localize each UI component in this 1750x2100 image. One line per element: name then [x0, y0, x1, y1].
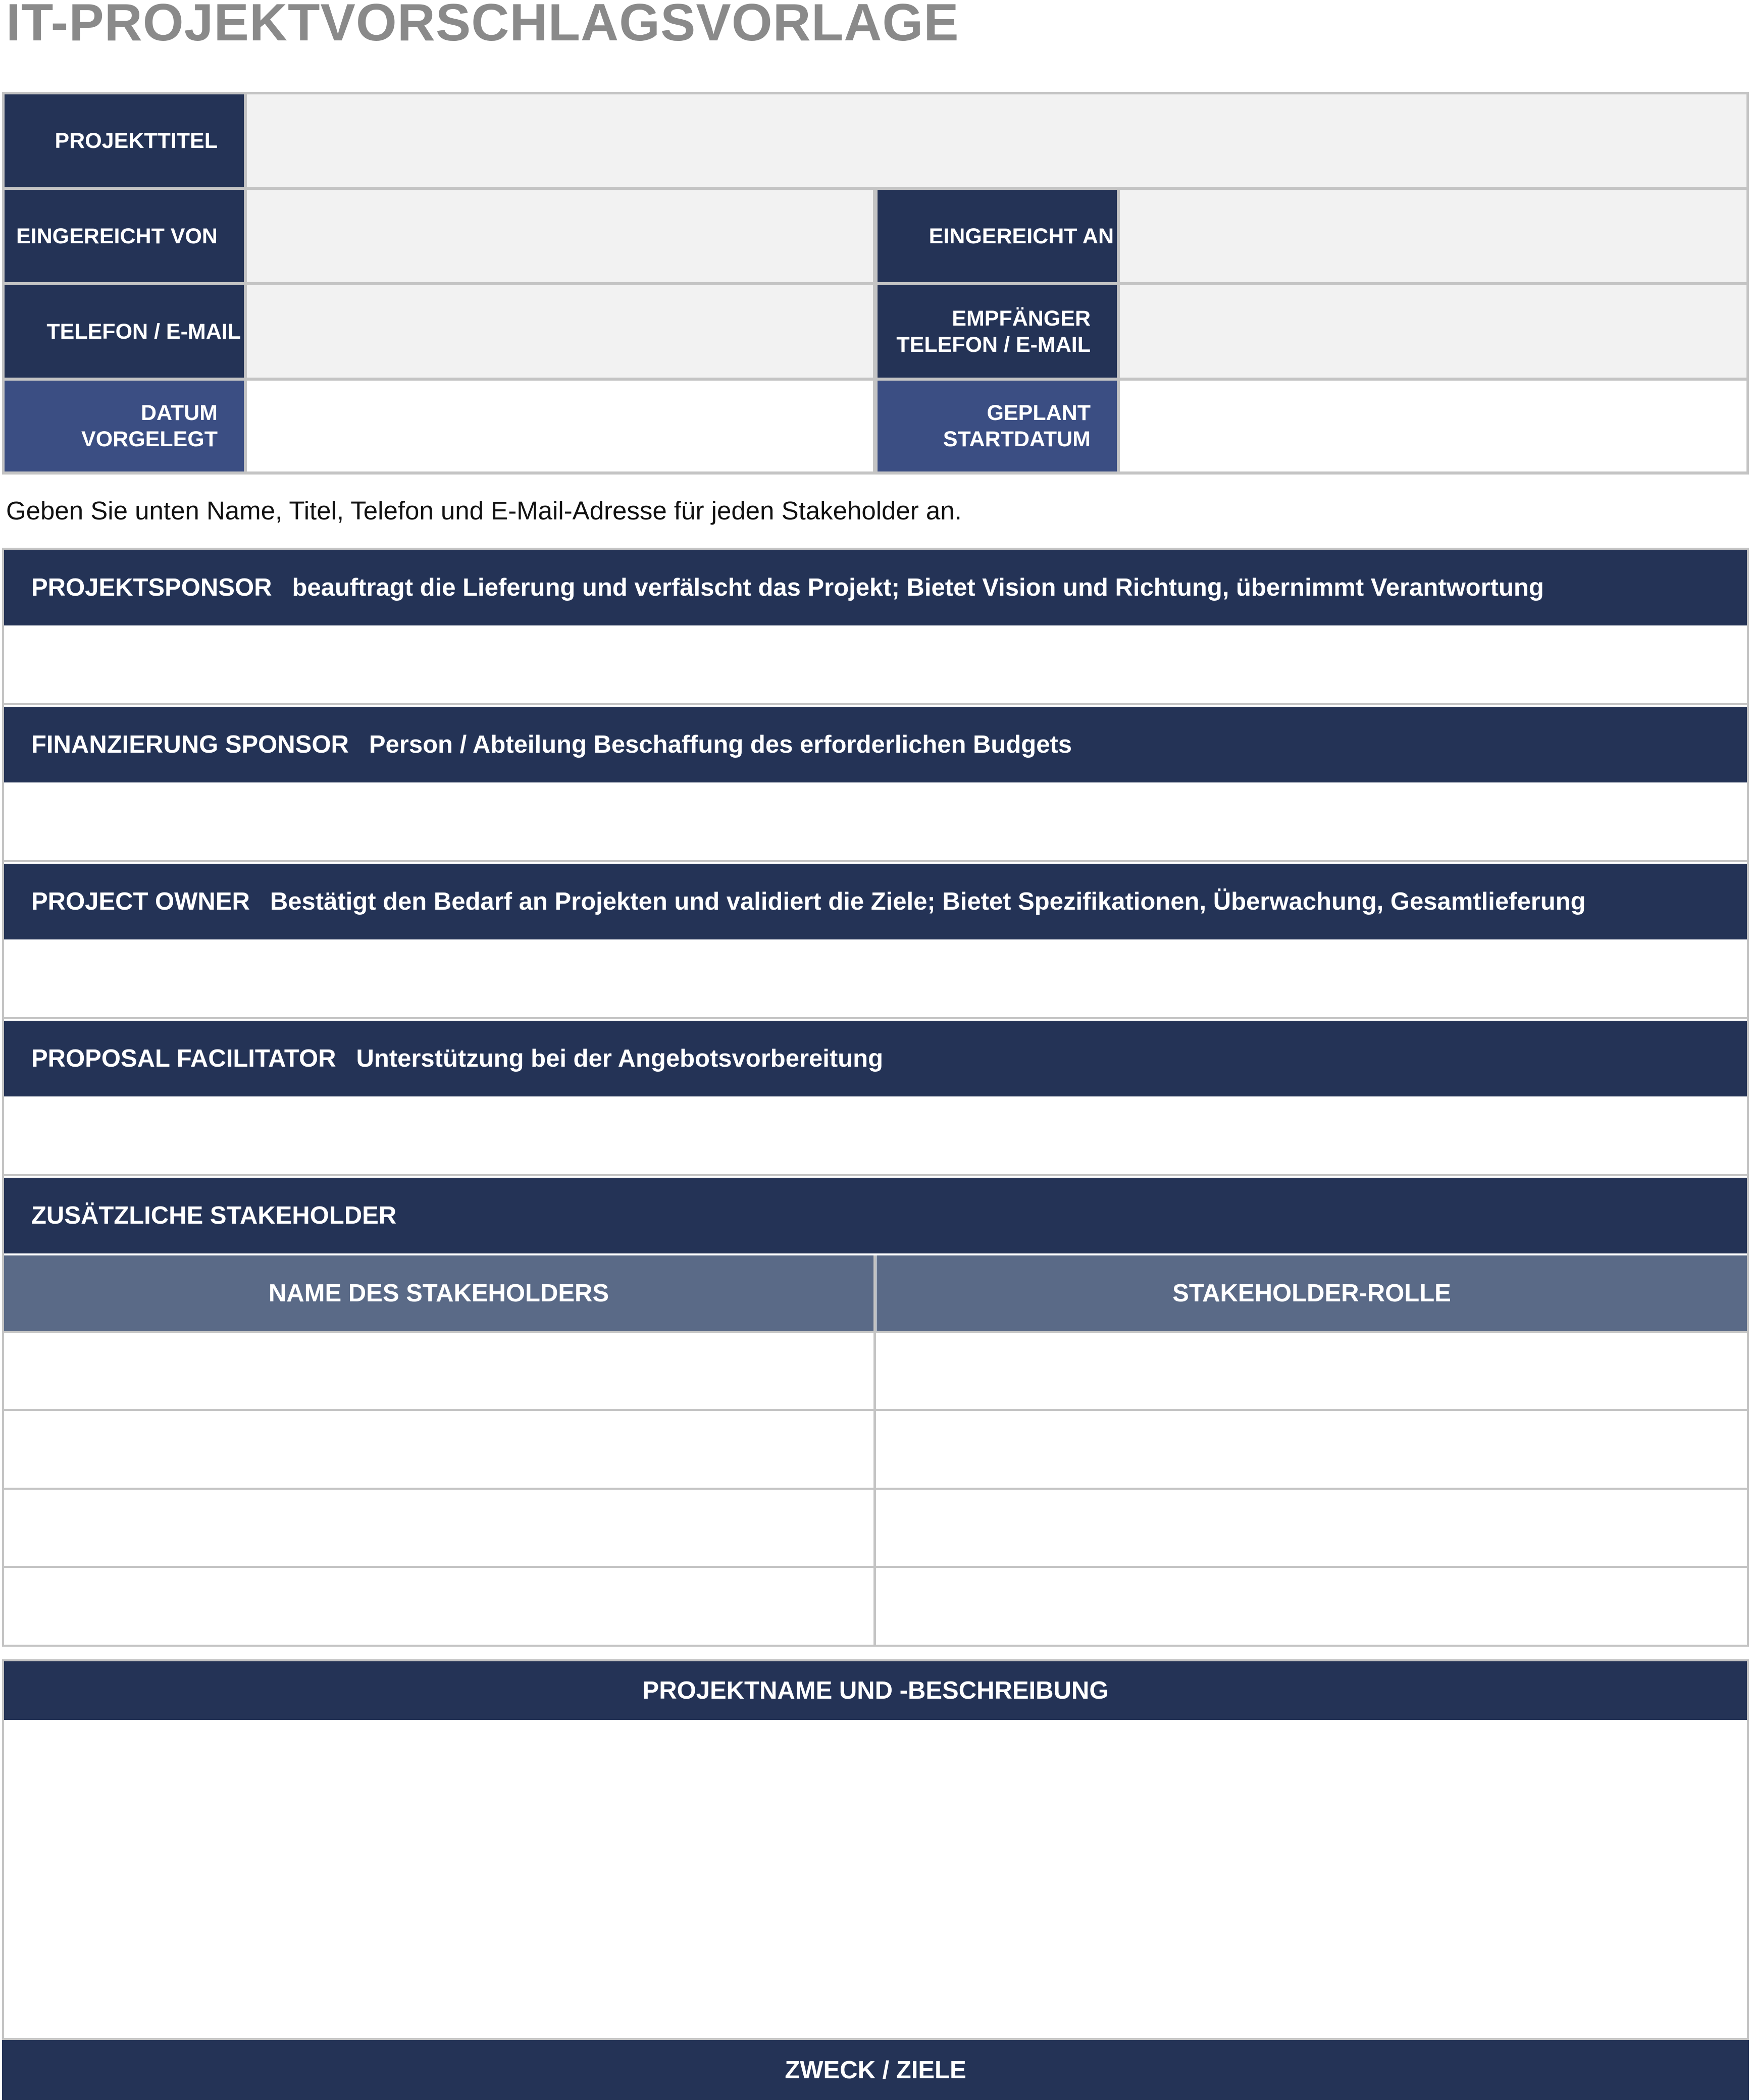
table-divider	[873, 1255, 876, 1646]
phone-email-label: TELEFON / E-MAIL	[5, 285, 244, 378]
table-row[interactable]	[4, 1490, 873, 1565]
stakeholder-field-sponsor[interactable]	[4, 627, 1747, 703]
phone-email-field[interactable]	[247, 285, 873, 378]
submitted-by-label: EINGEREICHT VON	[5, 190, 244, 282]
document-title: IT-PROJEKTVORSCHLAGSVORLAGE	[6, 0, 959, 52]
recipient-phone-email-field[interactable]	[1120, 285, 1746, 378]
additional-stakeholders-bar: ZUSÄTZLICHE STAKEHOLDER	[4, 1178, 1747, 1253]
date-submitted-label: DATUM VORGELEGT	[5, 381, 244, 471]
planned-start-field[interactable]	[1120, 381, 1746, 471]
project-description-bar: PROJEKTNAME UND -BESCHREIBUNG	[4, 1661, 1747, 1720]
date-submitted-field[interactable]	[247, 381, 873, 471]
table-row[interactable]	[877, 1490, 1747, 1565]
stakeholder-instruction: Geben Sie unten Name, Titel, Telefon und E-Mail-Adresse für jeden Stakeholder an.	[6, 496, 962, 525]
table-row[interactable]	[877, 1568, 1747, 1644]
recipient-phone-email-label: EMPFÄNGER TELEFON / E-MAIL	[878, 285, 1117, 378]
project-title-label: PROJEKTTITEL	[5, 94, 244, 187]
table-row[interactable]	[4, 1333, 873, 1409]
stakeholder-bar-sponsor: PROJEKTSPONSOR beauftragt die Lieferung und verfälscht das Projekt; Bietet Vision und Richtung, übernimmt Verantwortung	[4, 550, 1747, 625]
stakeholder-field-owner[interactable]	[4, 941, 1747, 1017]
table-row[interactable]	[4, 1411, 873, 1487]
project-description-field[interactable]	[4, 1722, 1747, 2038]
stakeholder-field-funding[interactable]	[4, 784, 1747, 860]
stakeholder-bar-facilitator: PROPOSAL FACILITATOR Unterstützung bei der Angebotsvorbereitung	[4, 1021, 1747, 1096]
stakeholder-bar-funding: FINANZIERUNG SPONSOR Person / Abteilung Beschaffung des erforderlichen Budgets	[4, 707, 1747, 782]
table-row[interactable]	[4, 1568, 873, 1644]
submitted-by-field[interactable]	[247, 190, 873, 282]
purpose-goals-bar: ZWECK / ZIELE	[2, 2040, 1749, 2100]
table-row[interactable]	[877, 1333, 1747, 1409]
submitted-to-label: EINGEREICHT AN	[878, 190, 1117, 282]
stakeholder-bar-owner: PROJECT OWNER Bestätigt den Bedarf an Projekten und validiert die Ziele; Bietet Spezifikationen, Überwachung, Gesamtlieferung	[4, 864, 1747, 939]
stakeholder-field-facilitator[interactable]	[4, 1098, 1747, 1174]
submitted-to-field[interactable]	[1120, 190, 1746, 282]
project-title-field[interactable]	[247, 94, 1746, 187]
planned-start-label: GEPLANT STARTDATUM	[878, 381, 1117, 471]
table-row[interactable]	[877, 1411, 1747, 1487]
col-header-stakeholder-role: STAKEHOLDER-ROLLE	[877, 1255, 1747, 1331]
col-header-stakeholder-name: NAME DES STAKEHOLDERS	[4, 1255, 873, 1331]
